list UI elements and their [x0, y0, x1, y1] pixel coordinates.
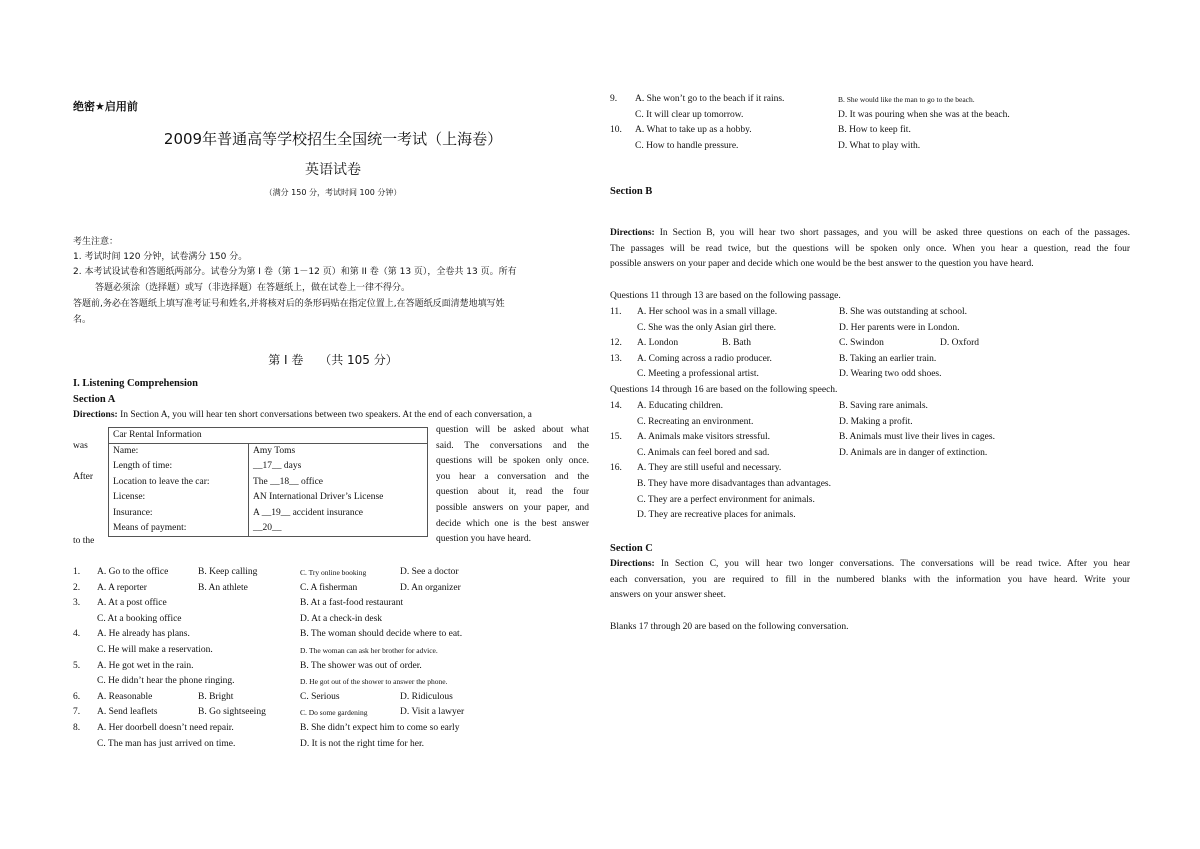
option-c: D. It is not the right time for her. — [300, 738, 425, 749]
option-a: A. At a post office — [97, 598, 167, 609]
option-d: D. Visit a lawyer — [400, 707, 465, 718]
option-c: D. He got out of the shower to answer the phone. — [300, 677, 448, 687]
part-one-title: 第 I 卷 （共 105 分） — [268, 353, 398, 367]
option-a: D. They are recreative places for animals. — [637, 510, 796, 521]
section-a-directions — [73, 408, 532, 424]
directions-wrap-line: you hear a conversation and the — [436, 471, 589, 482]
option-c: B. Taking an earlier train. — [839, 353, 937, 364]
option-a: C. She was the only Asian girl there. — [637, 322, 777, 333]
option-a: C. How to handle pressure. — [635, 140, 739, 151]
directions-wrap-line: question about it, read the four — [436, 487, 589, 498]
option-c: B. Saving rare animals. — [839, 401, 928, 411]
directions-wrap-line: said. The conversations and the — [436, 440, 589, 451]
directions-wrap-line: possible answers on your paper, and — [436, 503, 589, 513]
directions-wrap-line: question will be asked about what — [436, 425, 589, 435]
option-c: C. Do some gardening — [300, 708, 368, 718]
blanks-note: Blanks 17 through 20 are based on the following conversation. — [610, 622, 849, 632]
option-a: A. What to take up as a hobby. — [635, 125, 752, 136]
option-d: D. Oxford — [940, 338, 980, 349]
directions-label: Directions: — [610, 228, 655, 238]
option-a: A. Go to the office — [97, 567, 169, 577]
option-b: B. An athlete — [198, 582, 248, 593]
listening-heading: I. Listening Comprehension — [73, 378, 198, 389]
wrap-left-1: was — [73, 441, 88, 451]
table-row — [109, 521, 428, 537]
question-number: 6. — [73, 691, 81, 702]
table-value: __20__ — [249, 521, 428, 537]
question-number: 4. — [73, 629, 81, 640]
directions-wrap-line: question you have heard. — [436, 534, 531, 545]
table-value: The __18__ office — [249, 474, 428, 490]
question-number: 7. — [73, 707, 81, 718]
option-c: B. How to keep fit. — [838, 125, 911, 136]
section-b-heading: Section B — [610, 186, 653, 197]
option-a: B. They have more disadvantages than advantages. — [637, 479, 831, 489]
table-label: Length of time: — [109, 459, 249, 475]
directions-label: Directions: — [610, 559, 655, 569]
option-b: B. Keep calling — [198, 567, 258, 577]
option-d: D. An organizer — [400, 582, 461, 593]
question-number: 16. — [610, 463, 622, 474]
option-c: D. The woman can ask her brother for advice. — [300, 646, 438, 655]
option-c: B. The woman should decide where to eat. — [300, 629, 463, 640]
speech-intro: Questions 14 through 16 are based on the following speech. — [610, 385, 838, 395]
notice-item-2: 2. 本考试设试卷和答题纸两部分。试卷分为第 I 卷（第 1－12 页）和第 II 卷（第 13 页），全卷共 13 页。所有 — [73, 267, 517, 277]
section-c-directions — [610, 557, 1130, 604]
directions-wrap-line: questions will be spoken only once. — [436, 456, 589, 467]
question-number: 10. — [610, 125, 622, 136]
directions-wrap-line: decide which one is the best answer — [436, 518, 589, 529]
table-header: Car Rental Information — [109, 428, 428, 444]
table-label: License: — [109, 490, 249, 506]
notice-heading: 考生注意： — [73, 237, 119, 247]
directions-line: The passages will be read twice, but the questions will be spoken only once. When you hear a question, read the four — [610, 243, 1130, 254]
option-b: B. Bright — [198, 691, 234, 702]
option-c: C. Serious — [300, 691, 340, 702]
directions-text: In Section A, you will hear ten short conversations between two speakers. At the end of each conversation, a — [117, 410, 532, 420]
option-a: C. The man has just arrived on time. — [97, 738, 236, 749]
table-label: Means of payment: — [109, 521, 249, 537]
question-number: 9. — [610, 94, 618, 104]
option-a: A. Reasonable — [97, 691, 153, 702]
option-a: A. Her doorbell doesn’t need repair. — [97, 723, 234, 733]
option-c: B. Animals must live their lives in cages. — [839, 432, 995, 443]
option-a: A. She won’t go to the beach if it rains. — [635, 94, 785, 104]
table-row — [109, 505, 428, 521]
question-number: 14. — [610, 401, 622, 411]
section-c-heading: Section C — [610, 543, 653, 554]
option-a: A. Send leaflets — [97, 707, 158, 718]
table-label: Name: — [109, 443, 249, 459]
score-note: （满分 150 分，考试时间 100 分钟） — [264, 188, 402, 197]
option-a: A. Educating children. — [637, 401, 724, 411]
option-a: A. Her school was in a small village. — [637, 307, 778, 317]
option-c: B. The shower was out of order. — [300, 660, 422, 671]
question-number: 12. — [610, 338, 622, 349]
directions-line: possible answers on your paper and decide which one would be the best answer to the question you have heard. — [610, 259, 1034, 270]
option-c: B. She was outstanding at school. — [839, 307, 967, 317]
table-value: AN International Driver’s License — [249, 490, 428, 506]
option-c: D. Animals are in danger of extinction. — [839, 447, 988, 458]
option-a: C. It will clear up tomorrow. — [635, 109, 744, 120]
notice-item-2-cont: 答题必须涂（选择题）或写（非选择题）在答题纸上，做在试卷上一律不得分。 — [95, 283, 411, 293]
option-d: D. Ridiculous — [400, 691, 453, 702]
option-c: B. At a fast-food restaurant — [300, 598, 404, 609]
wrap-left-2: After — [73, 472, 94, 482]
option-a: C. He will make a reservation. — [97, 645, 213, 655]
question-number: 11. — [610, 307, 622, 317]
table-row — [109, 490, 428, 506]
option-c: C. Swindon — [839, 338, 884, 349]
option-c: D. Wearing two odd shoes. — [839, 369, 942, 380]
option-a: A. He already has plans. — [97, 629, 190, 640]
table-row — [109, 459, 428, 475]
option-a: C. He didn’t hear the phone ringing. — [97, 676, 235, 687]
question-number: 3. — [73, 598, 81, 609]
question-number: 13. — [610, 353, 622, 364]
directions-label: Directions: — [73, 410, 118, 420]
directions-line: In Section B, you will hear two short passages, and you will be asked three questions on each of the passages. — [654, 228, 1130, 238]
option-a: C. They are a perfect environment for animals. — [637, 494, 815, 505]
option-c: D. Her parents were in London. — [839, 322, 960, 333]
exam-title: 2009年普通高等学校招生全国统一考试（上海卷） — [163, 130, 503, 148]
option-a: A. They are still useful and necessary. — [637, 463, 782, 474]
question-number: 2. — [73, 582, 81, 593]
table-row — [109, 443, 428, 459]
car-rental-table — [108, 427, 428, 537]
passage-intro: Questions 11 through 13 are based on the following passage. — [610, 291, 841, 301]
option-b: B. Go sightseeing — [198, 707, 266, 718]
confidential-label: 绝密★启用前 — [73, 100, 138, 113]
exam-subtitle: 英语试卷 — [305, 162, 361, 178]
option-a: C. At a booking office — [97, 613, 182, 624]
question-number: 8. — [73, 723, 81, 733]
option-c: D. Making a profit. — [839, 416, 913, 427]
option-c: C. Try online booking — [300, 568, 367, 577]
option-c: B. She would like the man to go to the beach. — [838, 95, 975, 104]
directions-line: each conversation, you are required to fill in the numbered blanks with the information you have heard. Write your — [610, 574, 1130, 585]
option-b: B. Bath — [722, 338, 752, 349]
option-a: A. He got wet in the rain. — [97, 660, 194, 671]
option-a: A. Animals make visitors stressful. — [637, 432, 770, 443]
table-row — [109, 474, 428, 490]
option-a: C. Animals can feel bored and sad. — [637, 447, 770, 458]
directions-line: answers on your answer sheet. — [610, 590, 726, 601]
option-c: D. At a check-in desk — [300, 613, 383, 624]
option-a: C. Recreating an environment. — [637, 416, 754, 427]
option-c: D. It was pouring when she was at the beach. — [838, 109, 1010, 120]
table-value: A __19__ accident insurance — [249, 505, 428, 521]
option-a: A. London — [637, 338, 679, 349]
wrap-left-3: to the — [73, 536, 95, 546]
question-number: 5. — [73, 660, 81, 671]
table-label: Insurance: — [109, 505, 249, 521]
table-value: Amy Toms — [249, 443, 428, 459]
notice-item-3: 答题前,务必在答题纸上填写准考证号和姓名,并将核对后的条形码贴在指定位置上,在答题纸反面清楚地填写姓 — [73, 299, 505, 309]
question-number: 15. — [610, 432, 622, 443]
section-a-heading: Section A — [73, 394, 116, 405]
section-b-directions — [610, 226, 1130, 273]
option-c: B. She didn’t expect him to come so early — [300, 723, 460, 733]
directions-line: In Section C, you will hear two longer conversations. The conversations will be read twice. After you hear — [654, 559, 1130, 569]
notice-item-3-cont: 名。 — [73, 315, 92, 325]
table-value: __17__ days — [249, 459, 428, 475]
notice-item-1: 1. 考试时间 120 分钟，试卷满分 150 分。 — [73, 252, 248, 262]
option-a: A. Coming across a radio producer. — [637, 353, 772, 364]
question-number: 1. — [73, 567, 81, 577]
option-c: C. A fisherman — [300, 582, 358, 593]
table-label: Location to leave the car: — [109, 474, 249, 490]
option-d: D. See a doctor — [400, 567, 459, 577]
option-c: D. What to play with. — [838, 140, 921, 151]
option-a: A. A reporter — [97, 582, 147, 593]
option-a: C. Meeting a professional artist. — [637, 369, 759, 380]
